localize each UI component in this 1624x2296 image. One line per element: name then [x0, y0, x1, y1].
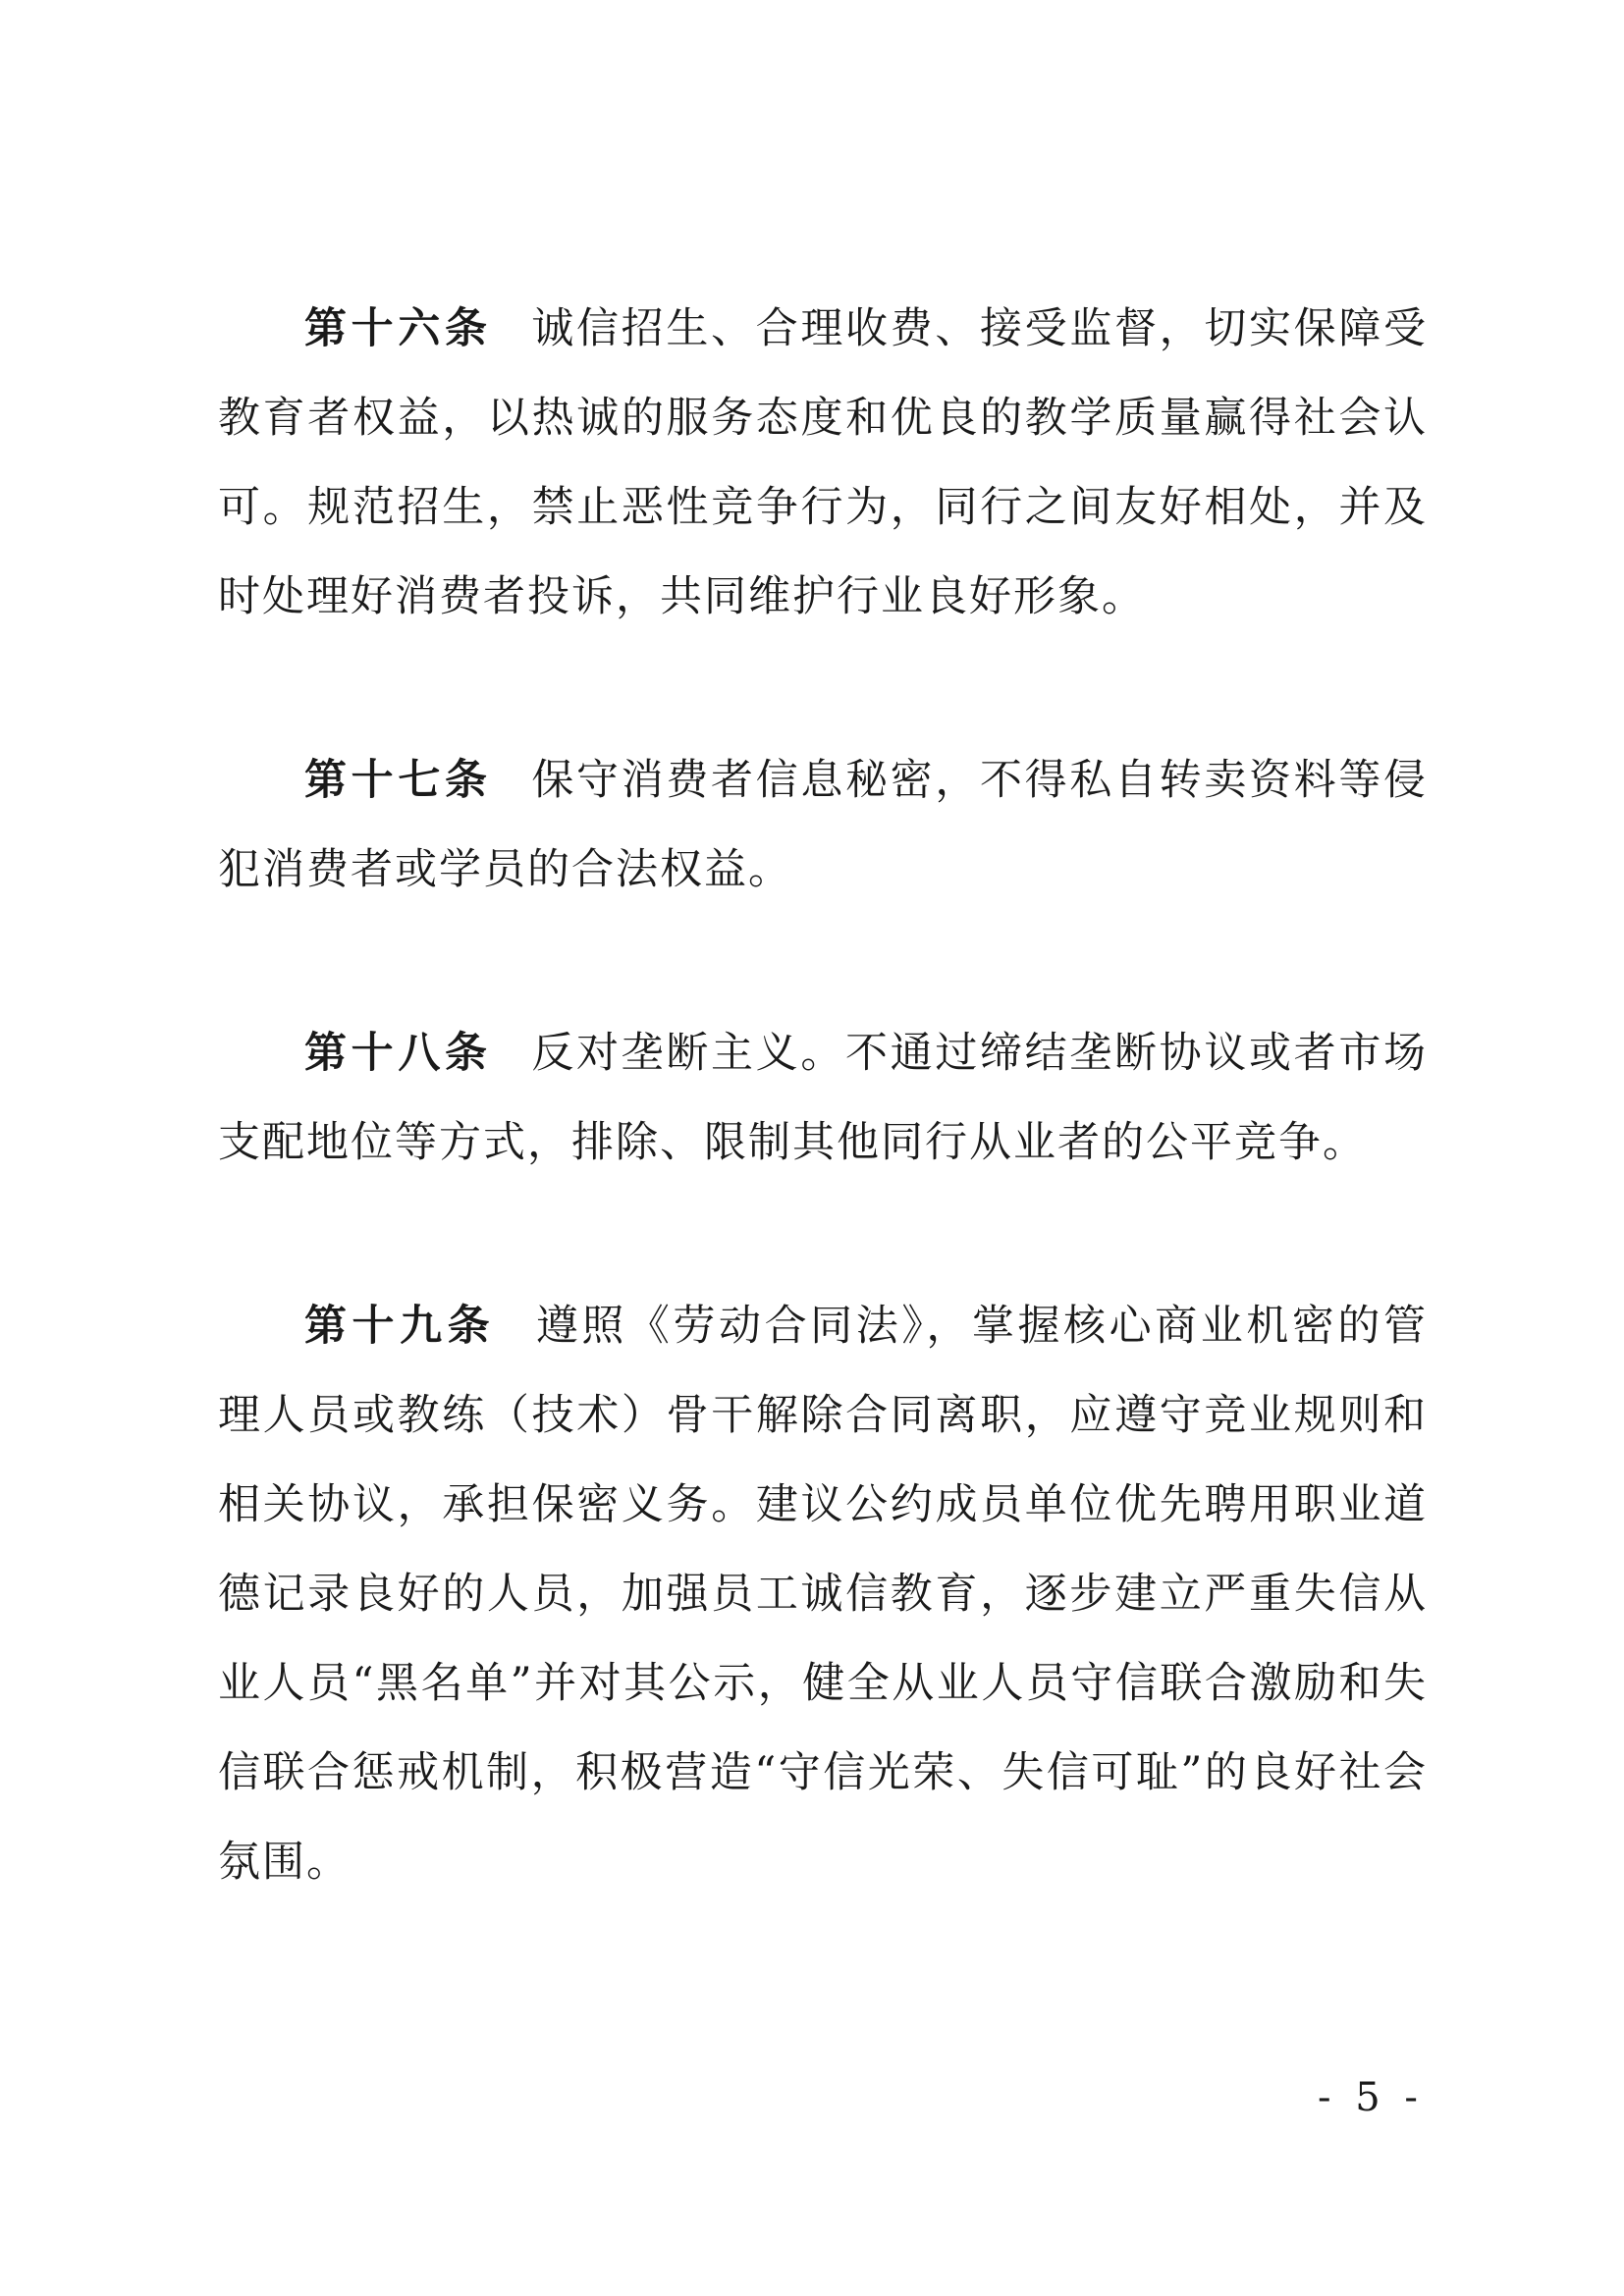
article-label: 第十七条: [304, 756, 492, 805]
article-text: 诚信招生、合理收费、接受监督，切实保障受教育者权益，以热诚的服务态度和优良的教学质量赢得社会认可。规范招生，禁止恶性竞争行为，同行之间友好相处，并及时处理好消费者投诉，共同维护行业良好形象。: [218, 304, 1429, 621]
page-number: - 5 -: [1318, 2075, 1424, 2120]
article-text: 遵照《劳动合同法》，掌握核心商业机密的管理人员或教练（技术）骨干解除合同离职，应遵守竞业规则和相关协议，承担保密义务。建议公约成员单位优先聘用职业道德记录良好的人员，加强员工诚信教育，逐步建立严重失信从业人员“黑名单”并对其公示，健全从业人员守信联合激励和失信联合惩戒机制，积极营造“守信光荣、失信可耻”的良好社会氛围。: [218, 1302, 1428, 1887]
article-16: [218, 285, 1428, 642]
article-text: 反对垄断主义。不通过缔结垄断协议或者市场支配地位等方式，排除、限制其他同行从业者的公平竞争。: [218, 1029, 1429, 1167]
article-18: [218, 1009, 1428, 1188]
article-label: 第十九条: [304, 1302, 496, 1351]
document-body: [218, 285, 1428, 1907]
article-17: [218, 736, 1428, 915]
article-label: 第十八条: [304, 1029, 492, 1078]
article-label: 第十六条: [304, 304, 492, 353]
article-text: 保守消费者信息秘密，不得私自转卖资料等侵犯消费者或学员的合法权益。: [218, 756, 1429, 894]
article-19: [218, 1282, 1428, 1907]
